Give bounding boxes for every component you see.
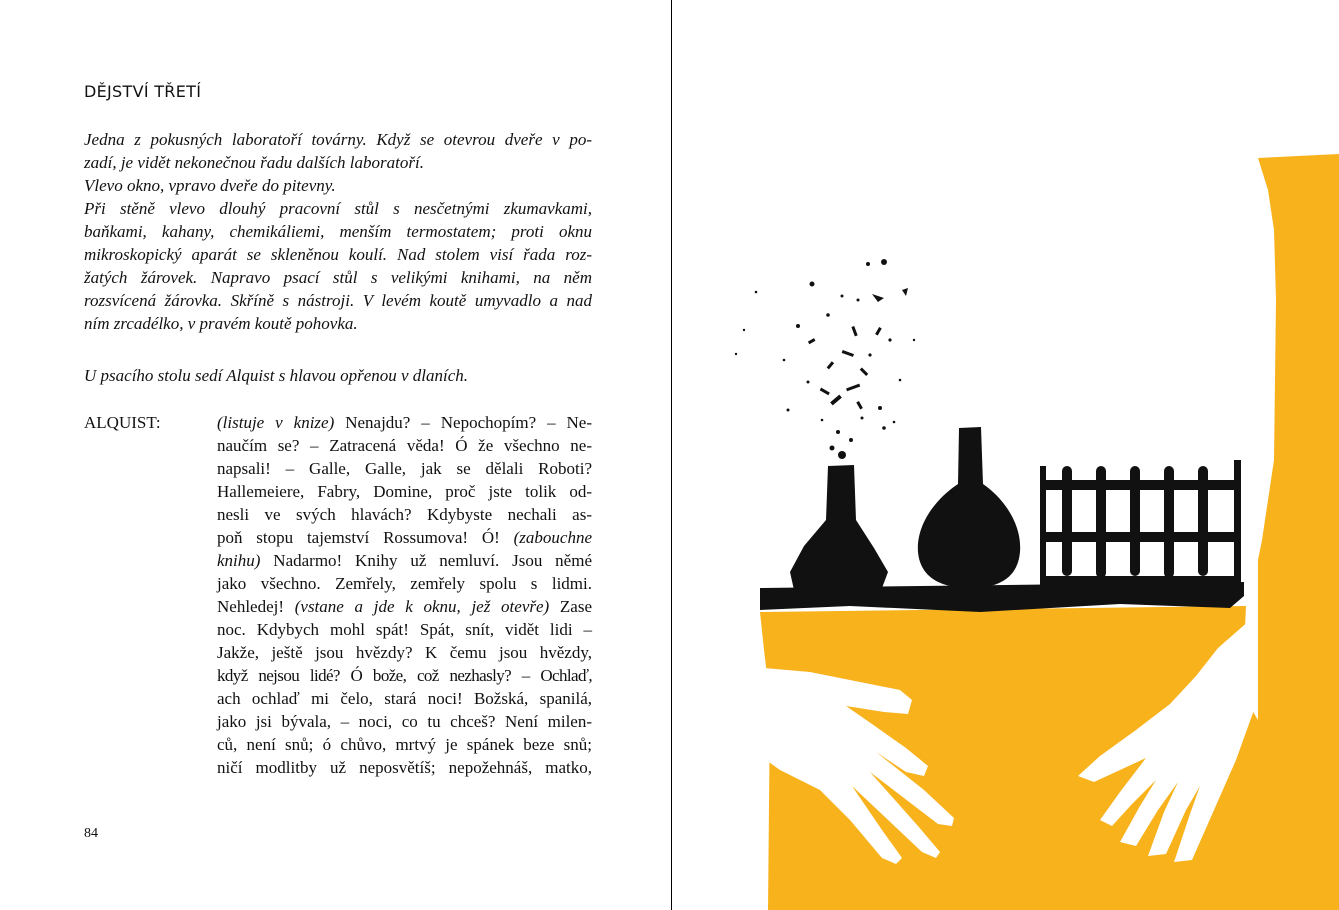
speech-line: když nejsou lidé? Ó bože, což nezhasly? – Ochlaď, — [217, 666, 592, 685]
right-page-illustration — [672, 0, 1339, 910]
speaker-name: ALQUIST: — [84, 413, 161, 432]
speech-line — [217, 526, 592, 549]
stage-direction-2: U psacího stolu sedí Alquist s hlavou opřenou v dlaních. — [84, 366, 469, 385]
speech-text: Zase — [549, 597, 592, 616]
speech-text: Nadarmo! Knihy už nemluví. Jsou němé — [260, 551, 592, 570]
stage-line: Jedna z pokusných laboratoří továrny. Když se otevrou dveře v po- — [84, 130, 592, 149]
speech-line: jako jsi bývala, – noci, co tu chceš? Není milen- — [217, 712, 592, 731]
stage-line: Při stěně vlevo dlouhý pracovní stůl s nesčetnými zkumavkami, — [84, 199, 592, 218]
speech-line — [217, 549, 592, 572]
speech-line: noc. Kdybych mohl spát! Spát, snít, vidět lidi – — [217, 620, 592, 639]
speech-line: ničí modlitby už neposvětíš; nepožehnáš, matko, — [217, 758, 592, 777]
speech-line: Jakže, ještě jsou hvězdy? K čemu jsou hvězdy, — [217, 643, 592, 662]
test-tube-rack-shape — [1040, 460, 1241, 586]
stage-aside: (vstane a jde k oknu, jež otevře) — [294, 597, 550, 616]
stage-line: baňkami, kahany, chemikáliemi, menším termostatem; proti oknu — [84, 222, 592, 241]
stage-line: mikroskopický aparát se skleněnou koulí. Nad stolem visí řada roz- — [84, 245, 592, 264]
speech-line: napsali! – Galle, Galle, jak se dělali Roboti? — [217, 459, 592, 478]
speech-block — [217, 411, 592, 779]
speech-line: naučím se? – Zatracená věda! Ó že všechno ne- — [217, 436, 592, 455]
act-heading: DĚJSTVÍ TŘETÍ — [84, 82, 202, 101]
stage-line: zadí, je vidět nekonečnou řadu dalších laboratoří. — [84, 153, 424, 172]
stage-line: žatých žárovek. Napravo psací stůl s velikými knihami, na něm — [84, 268, 592, 287]
speech-line: jako všechno. Zemřely, zemřely spolu s lidmi. — [217, 574, 592, 593]
speech-text: poň stopu tajemství Rossumova! Ó! — [217, 528, 514, 547]
stage-aside: knihu) — [217, 551, 261, 570]
speech-line — [217, 411, 592, 434]
speech-text: Nenajdu? – Nepochopím? – Ne- — [334, 413, 592, 432]
stage-direction — [84, 128, 592, 335]
stage-line: ním zrcadélko, v pravém koutě pohovka. — [84, 314, 358, 333]
round-bottle-shape — [918, 427, 1020, 588]
speech-text: Nehledej! — [217, 597, 295, 616]
speech-line: ach ochlaď mi čelo, stará noci! Božská, spanilá, — [217, 689, 592, 708]
illustration-svg — [672, 0, 1339, 910]
flask-left-shape — [790, 465, 888, 590]
page-number: 84 — [84, 826, 98, 841]
speech-line: ců, není snů; ó chůvo, mrtvý je spánek beze snů; — [217, 735, 592, 754]
yellow-cylinder-shape — [1258, 154, 1339, 910]
speech-line: nesli ve svých hlavách? Kdybyste nechali as- — [217, 505, 592, 524]
stage-aside: (zabouchne — [513, 528, 592, 547]
smoke-particles — [735, 259, 915, 459]
stage-line: Vlevo okno, vpravo dveře do pitevny. — [84, 176, 336, 195]
stage-aside: (listuje v knize) — [217, 413, 335, 432]
speech-line — [217, 595, 592, 618]
speech-line: Hallemeiere, Fabry, Domine, proč jste tolik od- — [217, 482, 592, 501]
stage-line: rozsvícená žárovka. Skříně s nástroji. V levém koutě umyvadlo a nad — [84, 291, 592, 310]
